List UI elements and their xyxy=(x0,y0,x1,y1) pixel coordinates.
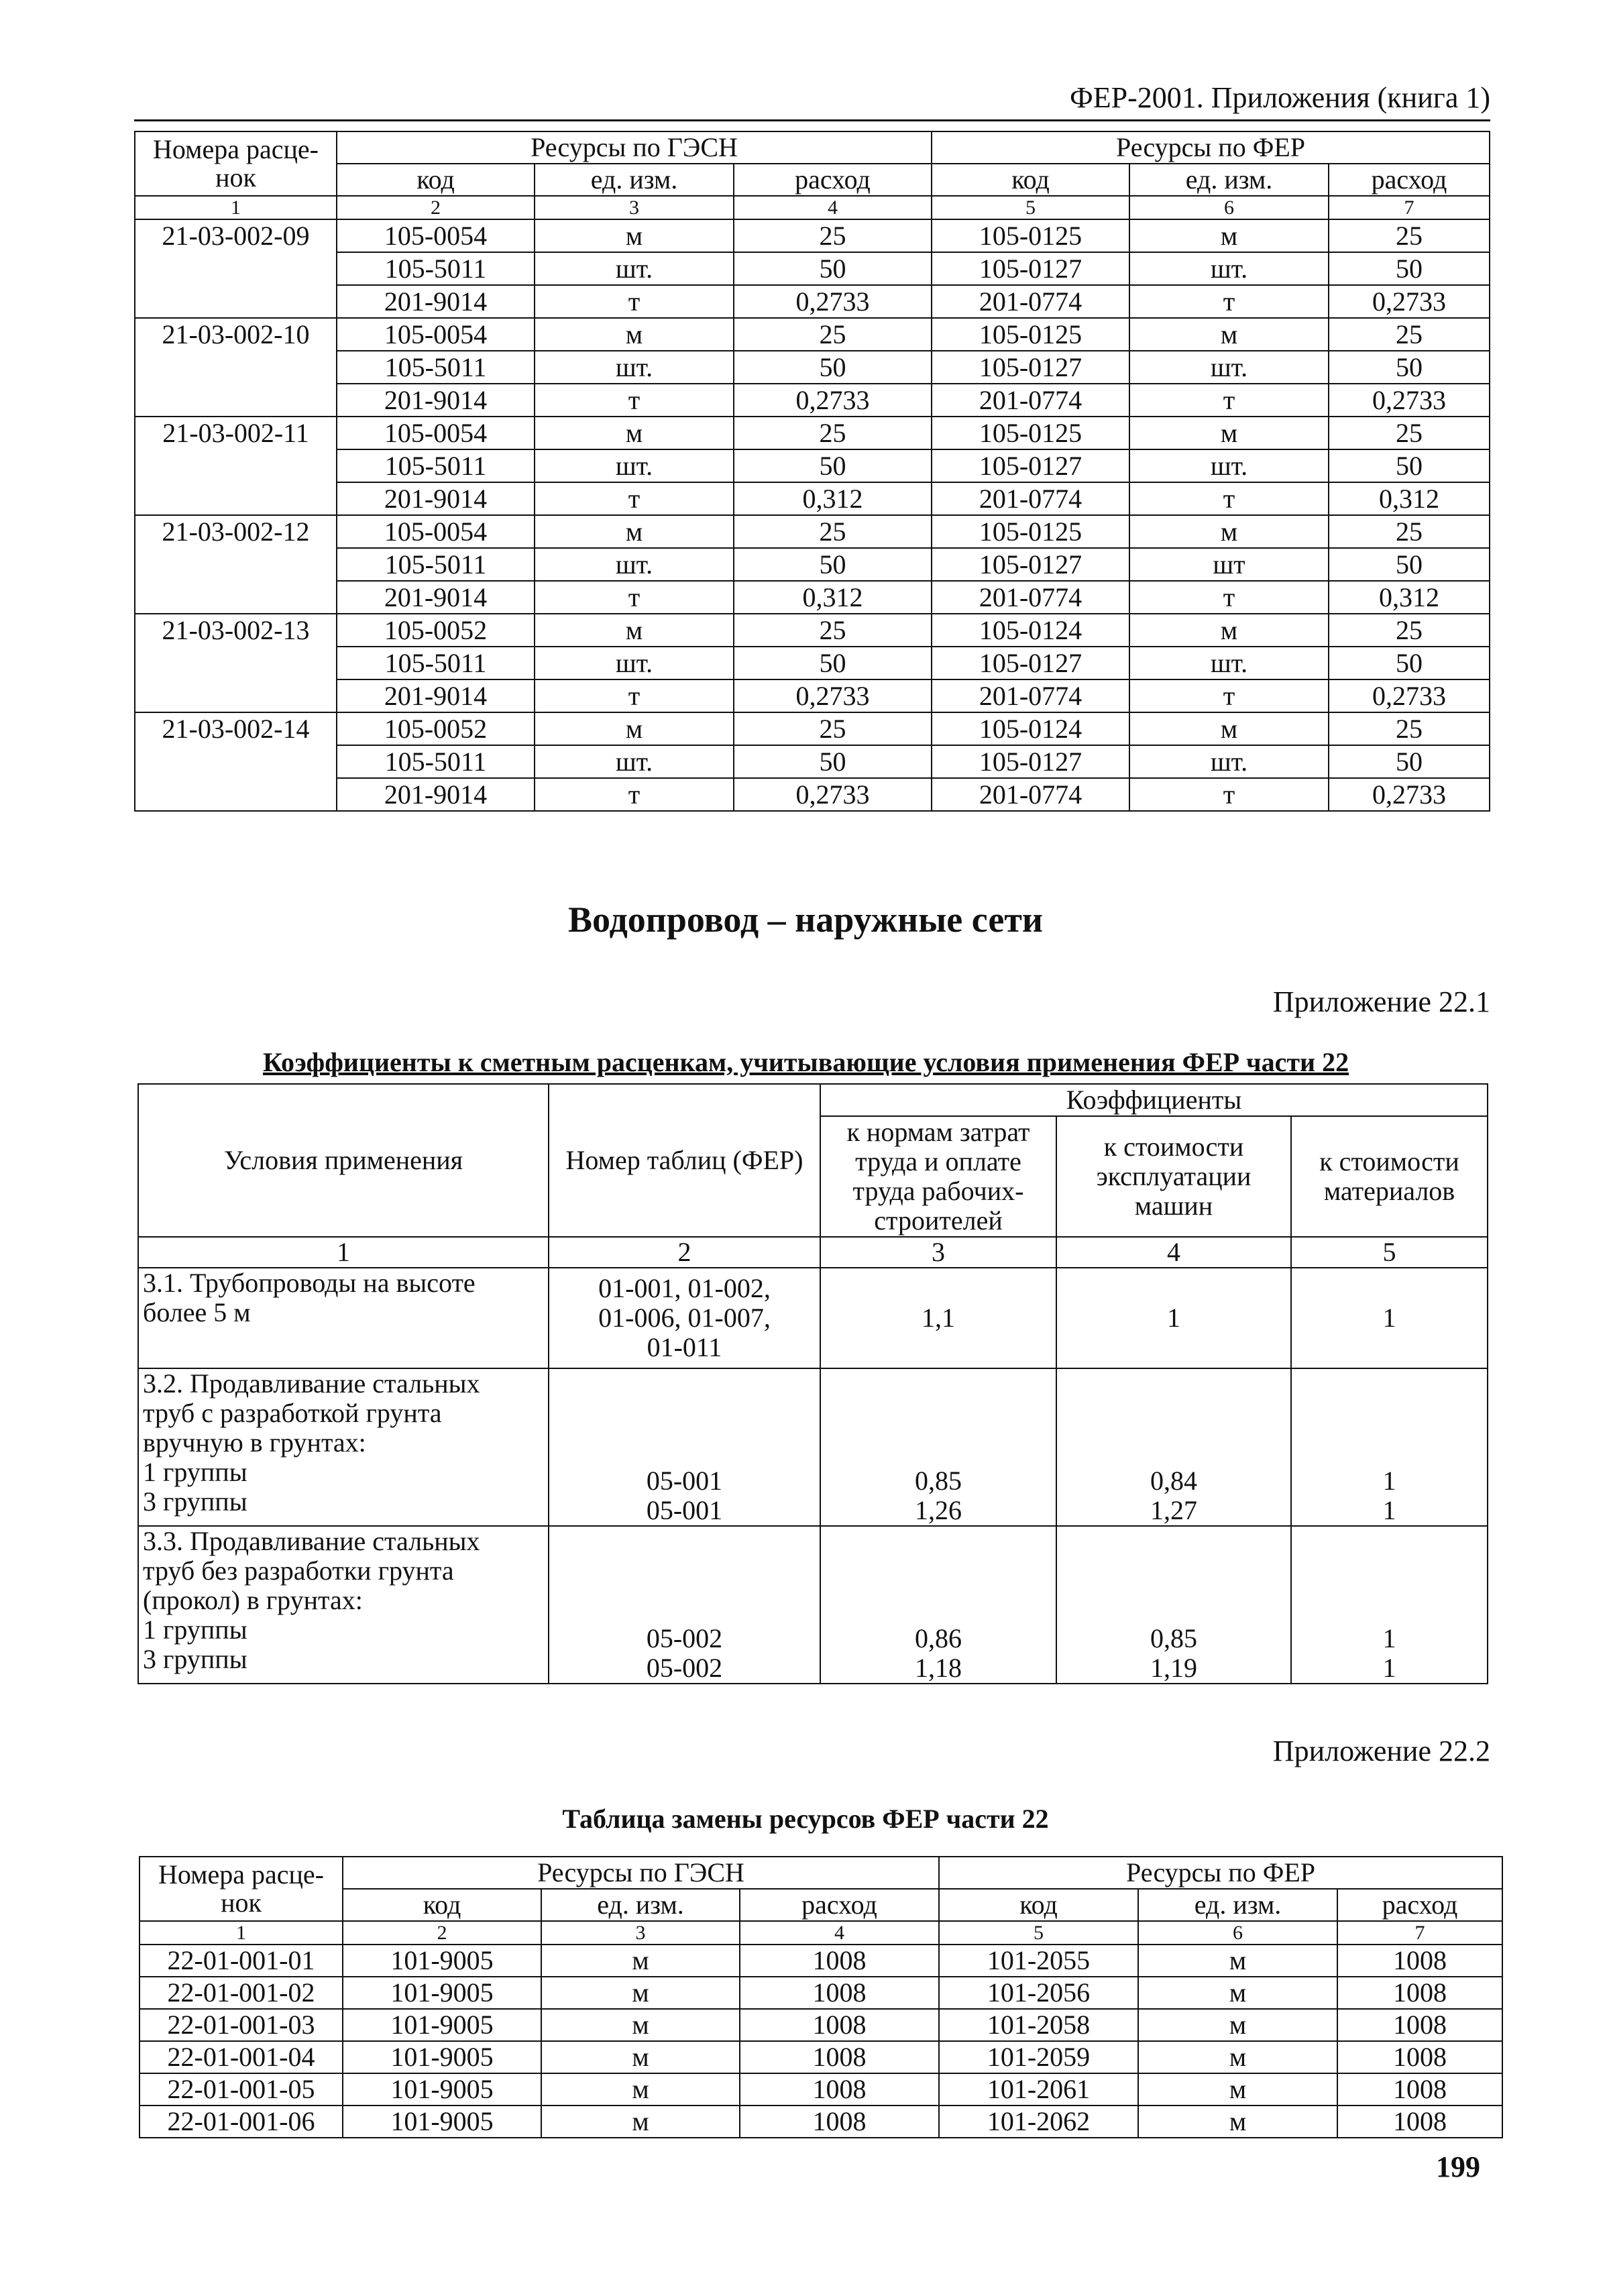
rate-number-cell: 21-03-002-12 xyxy=(135,515,337,548)
table-cell: 105-0054 xyxy=(337,219,535,252)
column-number-row xyxy=(140,1921,1502,1945)
table-cell: шт. xyxy=(535,745,734,778)
table-cell: 50 xyxy=(1329,449,1490,482)
table-cell: 25 xyxy=(734,614,932,647)
table-cell: 0,2733 xyxy=(1329,285,1490,318)
table-cell: 0,312 xyxy=(734,482,932,515)
table-row xyxy=(140,2041,1502,2073)
table-caption: Таблица замены ресурсов ФЕР части 22 xyxy=(562,1804,1049,1834)
table-cell: шт. xyxy=(535,449,734,482)
table-cell: шт. xyxy=(1129,351,1329,384)
table-cell: 105-5011 xyxy=(337,647,535,679)
table-cell: 105-0127 xyxy=(932,548,1129,581)
table-cell: м xyxy=(1129,417,1329,449)
rate-number-cell: 21-03-002-13 xyxy=(135,614,337,647)
table-cell: т xyxy=(535,482,734,515)
table-cell: 50 xyxy=(734,252,932,285)
table-cell: шт xyxy=(1129,548,1329,581)
table-cell: м xyxy=(541,1945,740,1977)
section-title: Водопровод – наружные сети xyxy=(568,899,1043,940)
table-cell: 101-9005 xyxy=(343,2041,541,2073)
table-cell: 1008 xyxy=(1337,2106,1502,2138)
page-number: 199 xyxy=(1436,2150,1480,2183)
sub-header: расход xyxy=(734,164,932,196)
coefficients-table xyxy=(137,1083,1488,1684)
table-cell: шт. xyxy=(1129,449,1329,482)
table-row xyxy=(138,1368,1488,1526)
column-number: 3 xyxy=(535,196,734,219)
table-cell: 1008 xyxy=(1337,2073,1502,2106)
sub-header: расход xyxy=(1329,164,1490,196)
table-caption: Коэффициенты к сметным расценкам, учитывающие условия применения ФЕР части 22 xyxy=(263,1047,1349,1077)
table-numbers-header: Номер таблиц (ФЕР) xyxy=(549,1084,820,1237)
machines-coef-cell: 0,84 1,27 xyxy=(1056,1368,1291,1526)
table-cell: 1008 xyxy=(1337,1945,1502,1977)
table-cell: 105-5011 xyxy=(337,548,535,581)
table-cell: м xyxy=(541,2106,740,2138)
rate-number-cell xyxy=(135,778,337,811)
column-number: 1 xyxy=(140,1921,343,1945)
table-cell: 1008 xyxy=(740,2009,939,2041)
table-cell: 201-0774 xyxy=(932,285,1129,318)
labor-coef-cell: 1,1 xyxy=(820,1268,1056,1368)
materials-coef-cell: 1 1 xyxy=(1291,1526,1488,1684)
table-cell: 1008 xyxy=(1337,1977,1502,2009)
sub-header: ед. изм. xyxy=(541,1889,740,1921)
rate-number-cell: 22-01-001-03 xyxy=(140,2009,343,2041)
table-cell: 25 xyxy=(1329,712,1490,745)
table-cell: 0,312 xyxy=(1329,482,1490,515)
table-cell: 201-9014 xyxy=(337,581,535,614)
table-cell: 105-0125 xyxy=(932,219,1129,252)
column-number: 2 xyxy=(337,196,535,219)
table-cell: 101-9005 xyxy=(343,2009,541,2041)
table-cell: 0,2733 xyxy=(734,778,932,811)
rates-column-header: Номера расце- нок xyxy=(140,1857,343,1921)
table-row xyxy=(135,384,1490,417)
table-cell: 201-9014 xyxy=(337,679,535,712)
appendix-label: Приложение 22.1 xyxy=(1272,985,1490,1018)
table-cell: 25 xyxy=(734,712,932,745)
running-header: ФЕР-2001. Приложения (книга 1) xyxy=(1070,81,1490,114)
coefficients-header: Коэффициенты xyxy=(820,1084,1488,1116)
table-cell: м xyxy=(535,219,734,252)
table-cell: 105-0127 xyxy=(932,449,1129,482)
table-cell: т xyxy=(1129,285,1329,318)
table-cell: м xyxy=(1129,515,1329,548)
machines-coef-cell: 1 xyxy=(1056,1268,1291,1368)
table-cell: 201-9014 xyxy=(337,778,535,811)
rate-number-cell: 22-01-001-04 xyxy=(140,2041,343,2073)
table-cell: 25 xyxy=(1329,318,1490,351)
rate-number-cell: 21-03-002-10 xyxy=(135,318,337,351)
table-cell: 101-2059 xyxy=(939,2041,1138,2073)
table-row xyxy=(135,548,1490,581)
rate-number-cell xyxy=(135,285,337,318)
rate-number-cell: 21-03-002-09 xyxy=(135,219,337,252)
table-cell: 0,2733 xyxy=(734,285,932,318)
table-row xyxy=(135,745,1490,778)
table-cell: 105-0052 xyxy=(337,614,535,647)
table-cell: 50 xyxy=(1329,745,1490,778)
table-cell: м xyxy=(1129,712,1329,745)
table-row xyxy=(140,1977,1502,2009)
column-number: 7 xyxy=(1337,1921,1502,1945)
table-cell: 25 xyxy=(1329,219,1490,252)
table-row xyxy=(135,647,1490,679)
column-number: 2 xyxy=(549,1237,820,1268)
column-number: 5 xyxy=(1291,1237,1488,1268)
sub-header: расход xyxy=(1337,1889,1502,1921)
sub-header: код xyxy=(932,164,1129,196)
rate-number-cell: 22-01-001-02 xyxy=(140,1977,343,2009)
table-cell: 50 xyxy=(734,548,932,581)
table-cell: м xyxy=(541,1977,740,2009)
condition-cell: 3.1. Трубопроводы на высоте более 5 м xyxy=(138,1268,549,1368)
column-number: 4 xyxy=(1056,1237,1291,1268)
table-cell: 101-9005 xyxy=(343,1945,541,1977)
table-cell: 105-0127 xyxy=(932,351,1129,384)
rate-number-cell: 22-01-001-06 xyxy=(140,2106,343,2138)
table-row xyxy=(140,2009,1502,2041)
rate-number-cell xyxy=(135,647,337,679)
rate-number-cell: 22-01-001-01 xyxy=(140,1945,343,1977)
table-cell: 105-5011 xyxy=(337,351,535,384)
table-cell: м xyxy=(535,417,734,449)
labor-coef-header: к нормам затрат труда и оплате труда рабочих-строителей xyxy=(820,1116,1056,1237)
sub-header: код xyxy=(343,1889,541,1921)
table-row xyxy=(135,252,1490,285)
table-cell: т xyxy=(535,285,734,318)
table-cell: т xyxy=(535,384,734,417)
table-cell: 50 xyxy=(734,449,932,482)
table-cell: м xyxy=(1138,1945,1337,1977)
rate-number-cell xyxy=(135,548,337,581)
table-cell: 201-9014 xyxy=(337,285,535,318)
rate-number-cell xyxy=(135,745,337,778)
table-cell: м xyxy=(535,515,734,548)
column-number: 3 xyxy=(820,1237,1056,1268)
appendix-label: Приложение 22.2 xyxy=(1272,1735,1490,1767)
table-cell: 105-0125 xyxy=(932,417,1129,449)
labor-coef-cell: 0,86 1,18 xyxy=(820,1526,1056,1684)
table-cell: 101-2061 xyxy=(939,2073,1138,2106)
column-number: 4 xyxy=(740,1921,939,1945)
materials-coef-cell: 1 xyxy=(1291,1268,1488,1368)
table-cell: 101-9005 xyxy=(343,2073,541,2106)
table-cell: м xyxy=(535,614,734,647)
resource-replacement-table-21 xyxy=(134,131,1490,812)
table-cell: 101-9005 xyxy=(343,1977,541,2009)
table-row xyxy=(135,351,1490,384)
table-cell: м xyxy=(1129,318,1329,351)
rate-number-cell xyxy=(135,581,337,614)
table-cell: м xyxy=(541,2009,740,2041)
table-cell: 1008 xyxy=(740,2041,939,2073)
table-cell: 25 xyxy=(734,515,932,548)
column-number: 7 xyxy=(1329,196,1490,219)
table-cell: м xyxy=(1138,2073,1337,2106)
condition-cell: 3.3. Продавливание стальных труб без разработки грунта (прокол) в грунтах: 1 группы 3 группы xyxy=(138,1526,549,1684)
table-cell: м xyxy=(1138,2106,1337,2138)
rate-number-cell xyxy=(135,449,337,482)
table-cell: м xyxy=(1138,1977,1337,2009)
table-row xyxy=(135,515,1490,548)
sub-header: ед. изм. xyxy=(535,164,734,196)
table-cell: 105-0127 xyxy=(932,745,1129,778)
table-row xyxy=(138,1268,1488,1368)
table-row xyxy=(140,2073,1502,2106)
table-cell: 101-2058 xyxy=(939,2009,1138,2041)
table-cell: 25 xyxy=(734,417,932,449)
table-cell: 0,312 xyxy=(1329,581,1490,614)
table-cell: т xyxy=(1129,778,1329,811)
table-cell: 0,2733 xyxy=(1329,778,1490,811)
column-number: 4 xyxy=(734,196,932,219)
table-cell: 1008 xyxy=(740,2106,939,2138)
table-cell: м xyxy=(1129,614,1329,647)
table-cell: 1008 xyxy=(1337,2009,1502,2041)
column-number: 1 xyxy=(138,1237,549,1268)
table-cell: 25 xyxy=(1329,417,1490,449)
table-cell: 0,2733 xyxy=(1329,384,1490,417)
table-row xyxy=(135,679,1490,712)
table-cell: т xyxy=(1129,581,1329,614)
sub-header: расход xyxy=(740,1889,939,1921)
table-row xyxy=(135,778,1490,811)
table-numbers-cell: 05-002 05-002 xyxy=(549,1526,820,1684)
table-cell: 101-2062 xyxy=(939,2106,1138,2138)
table-cell: шт. xyxy=(535,647,734,679)
table-cell: м xyxy=(535,712,734,745)
table-cell: шт. xyxy=(1129,252,1329,285)
table-numbers-cell: 01-001, 01-002, 01-006, 01-007, 01-011 xyxy=(549,1268,820,1368)
table-cell: 25 xyxy=(1329,515,1490,548)
table-cell: м xyxy=(1138,2041,1337,2073)
table-cell: 1008 xyxy=(1337,2041,1502,2073)
table-cell: 1008 xyxy=(740,1945,939,1977)
column-number: 5 xyxy=(939,1921,1138,1945)
fer-header: Ресурсы по ФЕР xyxy=(939,1857,1502,1889)
table-row xyxy=(135,449,1490,482)
machines-coef-header: к стоимости эксплуатации машин xyxy=(1056,1116,1291,1237)
table-cell: 101-2055 xyxy=(939,1945,1138,1977)
table-row xyxy=(140,1945,1502,1977)
table-cell: м xyxy=(1129,219,1329,252)
sub-header: код xyxy=(939,1889,1138,1921)
table-cell: 105-0052 xyxy=(337,712,535,745)
rate-number-cell: 21-03-002-14 xyxy=(135,712,337,745)
table-cell: 105-0125 xyxy=(932,318,1129,351)
column-number: 3 xyxy=(541,1921,740,1945)
rate-number-cell xyxy=(135,252,337,285)
table-cell: 201-9014 xyxy=(337,482,535,515)
table-cell: 201-0774 xyxy=(932,482,1129,515)
table-cell: 201-0774 xyxy=(932,581,1129,614)
sub-header: ед. изм. xyxy=(1138,1889,1337,1921)
table-row xyxy=(135,614,1490,647)
table-row xyxy=(135,285,1490,318)
table-cell: шт. xyxy=(535,548,734,581)
table-row xyxy=(135,581,1490,614)
table-cell: 105-0124 xyxy=(932,614,1129,647)
gesn-header: Ресурсы по ГЭСН xyxy=(337,131,932,164)
table-cell: т xyxy=(535,778,734,811)
column-number: 2 xyxy=(343,1921,541,1945)
table-cell: 105-0054 xyxy=(337,515,535,548)
materials-coef-cell: 1 1 xyxy=(1291,1368,1488,1526)
table-cell: 105-5011 xyxy=(337,449,535,482)
table-cell: 105-5011 xyxy=(337,745,535,778)
table-row xyxy=(135,482,1490,515)
fer-header: Ресурсы по ФЕР xyxy=(932,131,1490,164)
table-cell: 105-0127 xyxy=(932,252,1129,285)
column-number-row xyxy=(135,196,1490,219)
table-cell: 1008 xyxy=(740,1977,939,2009)
column-number: 1 xyxy=(135,196,337,219)
table-cell: м xyxy=(535,318,734,351)
table-cell: 25 xyxy=(1329,614,1490,647)
table-cell: м xyxy=(1138,2009,1337,2041)
table-cell: 0,2733 xyxy=(734,384,932,417)
condition-cell: 3.2. Продавливание стальных труб с разработкой грунта вручную в грунтах: 1 группы 3 группы xyxy=(138,1368,549,1526)
table-cell: т xyxy=(535,679,734,712)
table-cell: шт. xyxy=(535,252,734,285)
table-row xyxy=(135,318,1490,351)
table-cell: 201-9014 xyxy=(337,384,535,417)
table-row xyxy=(140,2106,1502,2138)
table-cell: т xyxy=(1129,679,1329,712)
table-cell: 50 xyxy=(1329,548,1490,581)
table-cell: 50 xyxy=(734,745,932,778)
header-rule xyxy=(134,119,1490,121)
table-row xyxy=(138,1526,1488,1684)
table-row xyxy=(135,219,1490,252)
table-cell: 50 xyxy=(734,647,932,679)
table-row xyxy=(135,712,1490,745)
table-cell: шт. xyxy=(535,351,734,384)
table-numbers-cell: 05-001 05-001 xyxy=(549,1368,820,1526)
rate-number-cell: 21-03-002-11 xyxy=(135,417,337,449)
table-cell: 101-9005 xyxy=(343,2106,541,2138)
table-row xyxy=(135,417,1490,449)
table-cell: 105-0054 xyxy=(337,417,535,449)
table-cell: 50 xyxy=(1329,647,1490,679)
labor-coef-cell: 0,85 1,26 xyxy=(820,1368,1056,1526)
table-cell: т xyxy=(1129,482,1329,515)
table-cell: м xyxy=(541,2041,740,2073)
gesn-header: Ресурсы по ГЭСН xyxy=(343,1857,939,1889)
resource-replacement-table-22 xyxy=(139,1856,1503,2138)
table-cell: 50 xyxy=(1329,351,1490,384)
materials-coef-header: к стоимости материалов xyxy=(1291,1116,1488,1237)
column-number: 6 xyxy=(1138,1921,1337,1945)
table-cell: 105-0124 xyxy=(932,712,1129,745)
table-cell: 50 xyxy=(734,351,932,384)
table-cell: 50 xyxy=(1329,252,1490,285)
column-number-row xyxy=(138,1237,1488,1268)
table-cell: 0,312 xyxy=(734,581,932,614)
table-cell: т xyxy=(1129,384,1329,417)
table-cell: 101-2056 xyxy=(939,1977,1138,2009)
table-cell: шт. xyxy=(1129,745,1329,778)
table-cell: 201-0774 xyxy=(932,679,1129,712)
table-cell: 105-0054 xyxy=(337,318,535,351)
table-cell: т xyxy=(535,581,734,614)
table-cell: 201-0774 xyxy=(932,778,1129,811)
machines-coef-cell: 0,85 1,19 xyxy=(1056,1526,1291,1684)
table-cell: 0,2733 xyxy=(734,679,932,712)
table-cell: 0,2733 xyxy=(1329,679,1490,712)
rate-number-cell: 22-01-001-05 xyxy=(140,2073,343,2106)
table-cell: 25 xyxy=(734,318,932,351)
table-cell: 201-0774 xyxy=(932,384,1129,417)
table-cell: 1008 xyxy=(740,2073,939,2106)
table-cell: 105-5011 xyxy=(337,252,535,285)
conditions-header: Условия применения xyxy=(138,1084,549,1237)
rate-number-cell xyxy=(135,351,337,384)
rate-number-cell xyxy=(135,679,337,712)
column-number: 6 xyxy=(1129,196,1329,219)
sub-header: ед. изм. xyxy=(1129,164,1329,196)
column-number: 5 xyxy=(932,196,1129,219)
table-cell: м xyxy=(541,2073,740,2106)
rate-number-cell xyxy=(135,482,337,515)
rates-column-header: Номера расце- нок xyxy=(135,131,337,196)
rate-number-cell xyxy=(135,384,337,417)
sub-header: код xyxy=(337,164,535,196)
table-cell: шт. xyxy=(1129,647,1329,679)
table-cell: 25 xyxy=(734,219,932,252)
table-cell: 105-0127 xyxy=(932,647,1129,679)
table-cell: 105-0125 xyxy=(932,515,1129,548)
